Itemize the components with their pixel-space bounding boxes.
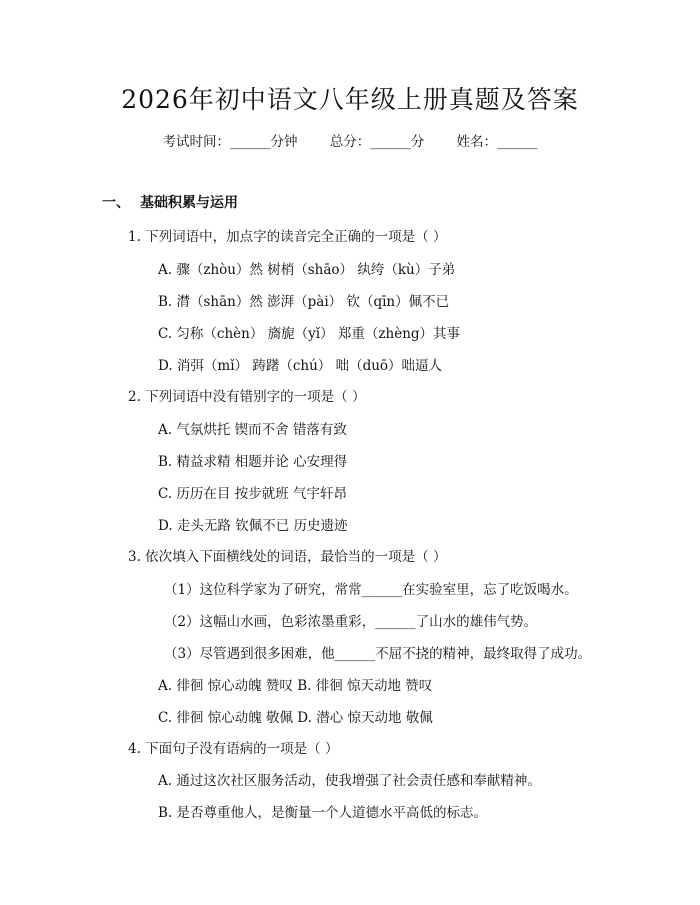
question-1-option-c: C. 匀称（chèn） 旖旎（yǐ） 郑重（zhèng）其事 bbox=[158, 326, 461, 342]
question-1-option-d: D. 消弭（mǐ） 踌躇（chú） 咄（duō）咄逼人 bbox=[158, 358, 443, 374]
question-2-option-c: C. 历历在目 按步就班 气宇轩昂 bbox=[158, 486, 348, 502]
question-3-option-cd: C. 徘徊 惊心动魄 敬佩 D. 潜心 惊天动地 敬佩 bbox=[158, 710, 433, 726]
question-3-option-ab: A. 徘徊 惊心动魄 赞叹 B. 徘徊 惊天动地 赞叹 bbox=[158, 678, 433, 694]
question-2-option-a: A. 气氛烘托 锲而不舍 错落有致 bbox=[158, 422, 347, 438]
question-2-stem: 2. 下列词语中没有错别字的一项是（ ） bbox=[128, 389, 366, 405]
question-1-option-b: B. 潸（shān）然 澎湃（pài） 钦（qīn）佩不已 bbox=[158, 294, 450, 310]
total-score: 总分：______分 bbox=[329, 134, 425, 150]
question-4-stem: 4. 下面句子没有语病的一项是（ ） bbox=[128, 741, 339, 757]
question-4-option-b: B. 是否尊重他人，是衡量一个人道德水平高低的标志。 bbox=[158, 805, 488, 821]
question-2-option-d: D. 走头无路 钦佩不已 历史遗迹 bbox=[158, 518, 348, 534]
page-title: 2026年初中语文八年级上册真题及答案 bbox=[121, 85, 579, 114]
section-title: 基础积累与运用 bbox=[140, 195, 238, 211]
question-3-sub-3: （3）尽管遇到很多困难，他______不屈不挠的精神，最终取得了成功。 bbox=[164, 646, 592, 662]
exam-info bbox=[0, 130, 700, 150]
student-name: 姓名：______ bbox=[456, 134, 538, 150]
exam-time: 考试时间：______分钟 bbox=[162, 134, 298, 150]
question-3-sub-2: （2）这幅山水画，色彩浓墨重彩，______了山水的雄伟气势。 bbox=[164, 614, 538, 630]
question-3-stem: 3. 依次填入下面横线处的词语，最恰当的一项是（ ） bbox=[128, 549, 447, 565]
section-number: 一、 bbox=[102, 195, 130, 211]
question-2-option-b: B. 精益求精 相题并论 心安理得 bbox=[158, 454, 348, 470]
question-1-option-a: A. 骤（zhòu）然 树梢（shāo） 纨绔（kù）子弟 bbox=[158, 262, 456, 278]
question-4-option-a: A. 通过这次社区服务活动，使我增强了社会责任感和奉献精神。 bbox=[158, 773, 541, 789]
question-3-sub-1: （1）这位科学家为了研究，常常______在实验室里，忘了吃饭喝水。 bbox=[164, 582, 578, 598]
section-heading bbox=[102, 192, 238, 212]
question-1-stem: 1. 下列词语中，加点字的读音完全正确的一项是（ ） bbox=[128, 229, 447, 245]
